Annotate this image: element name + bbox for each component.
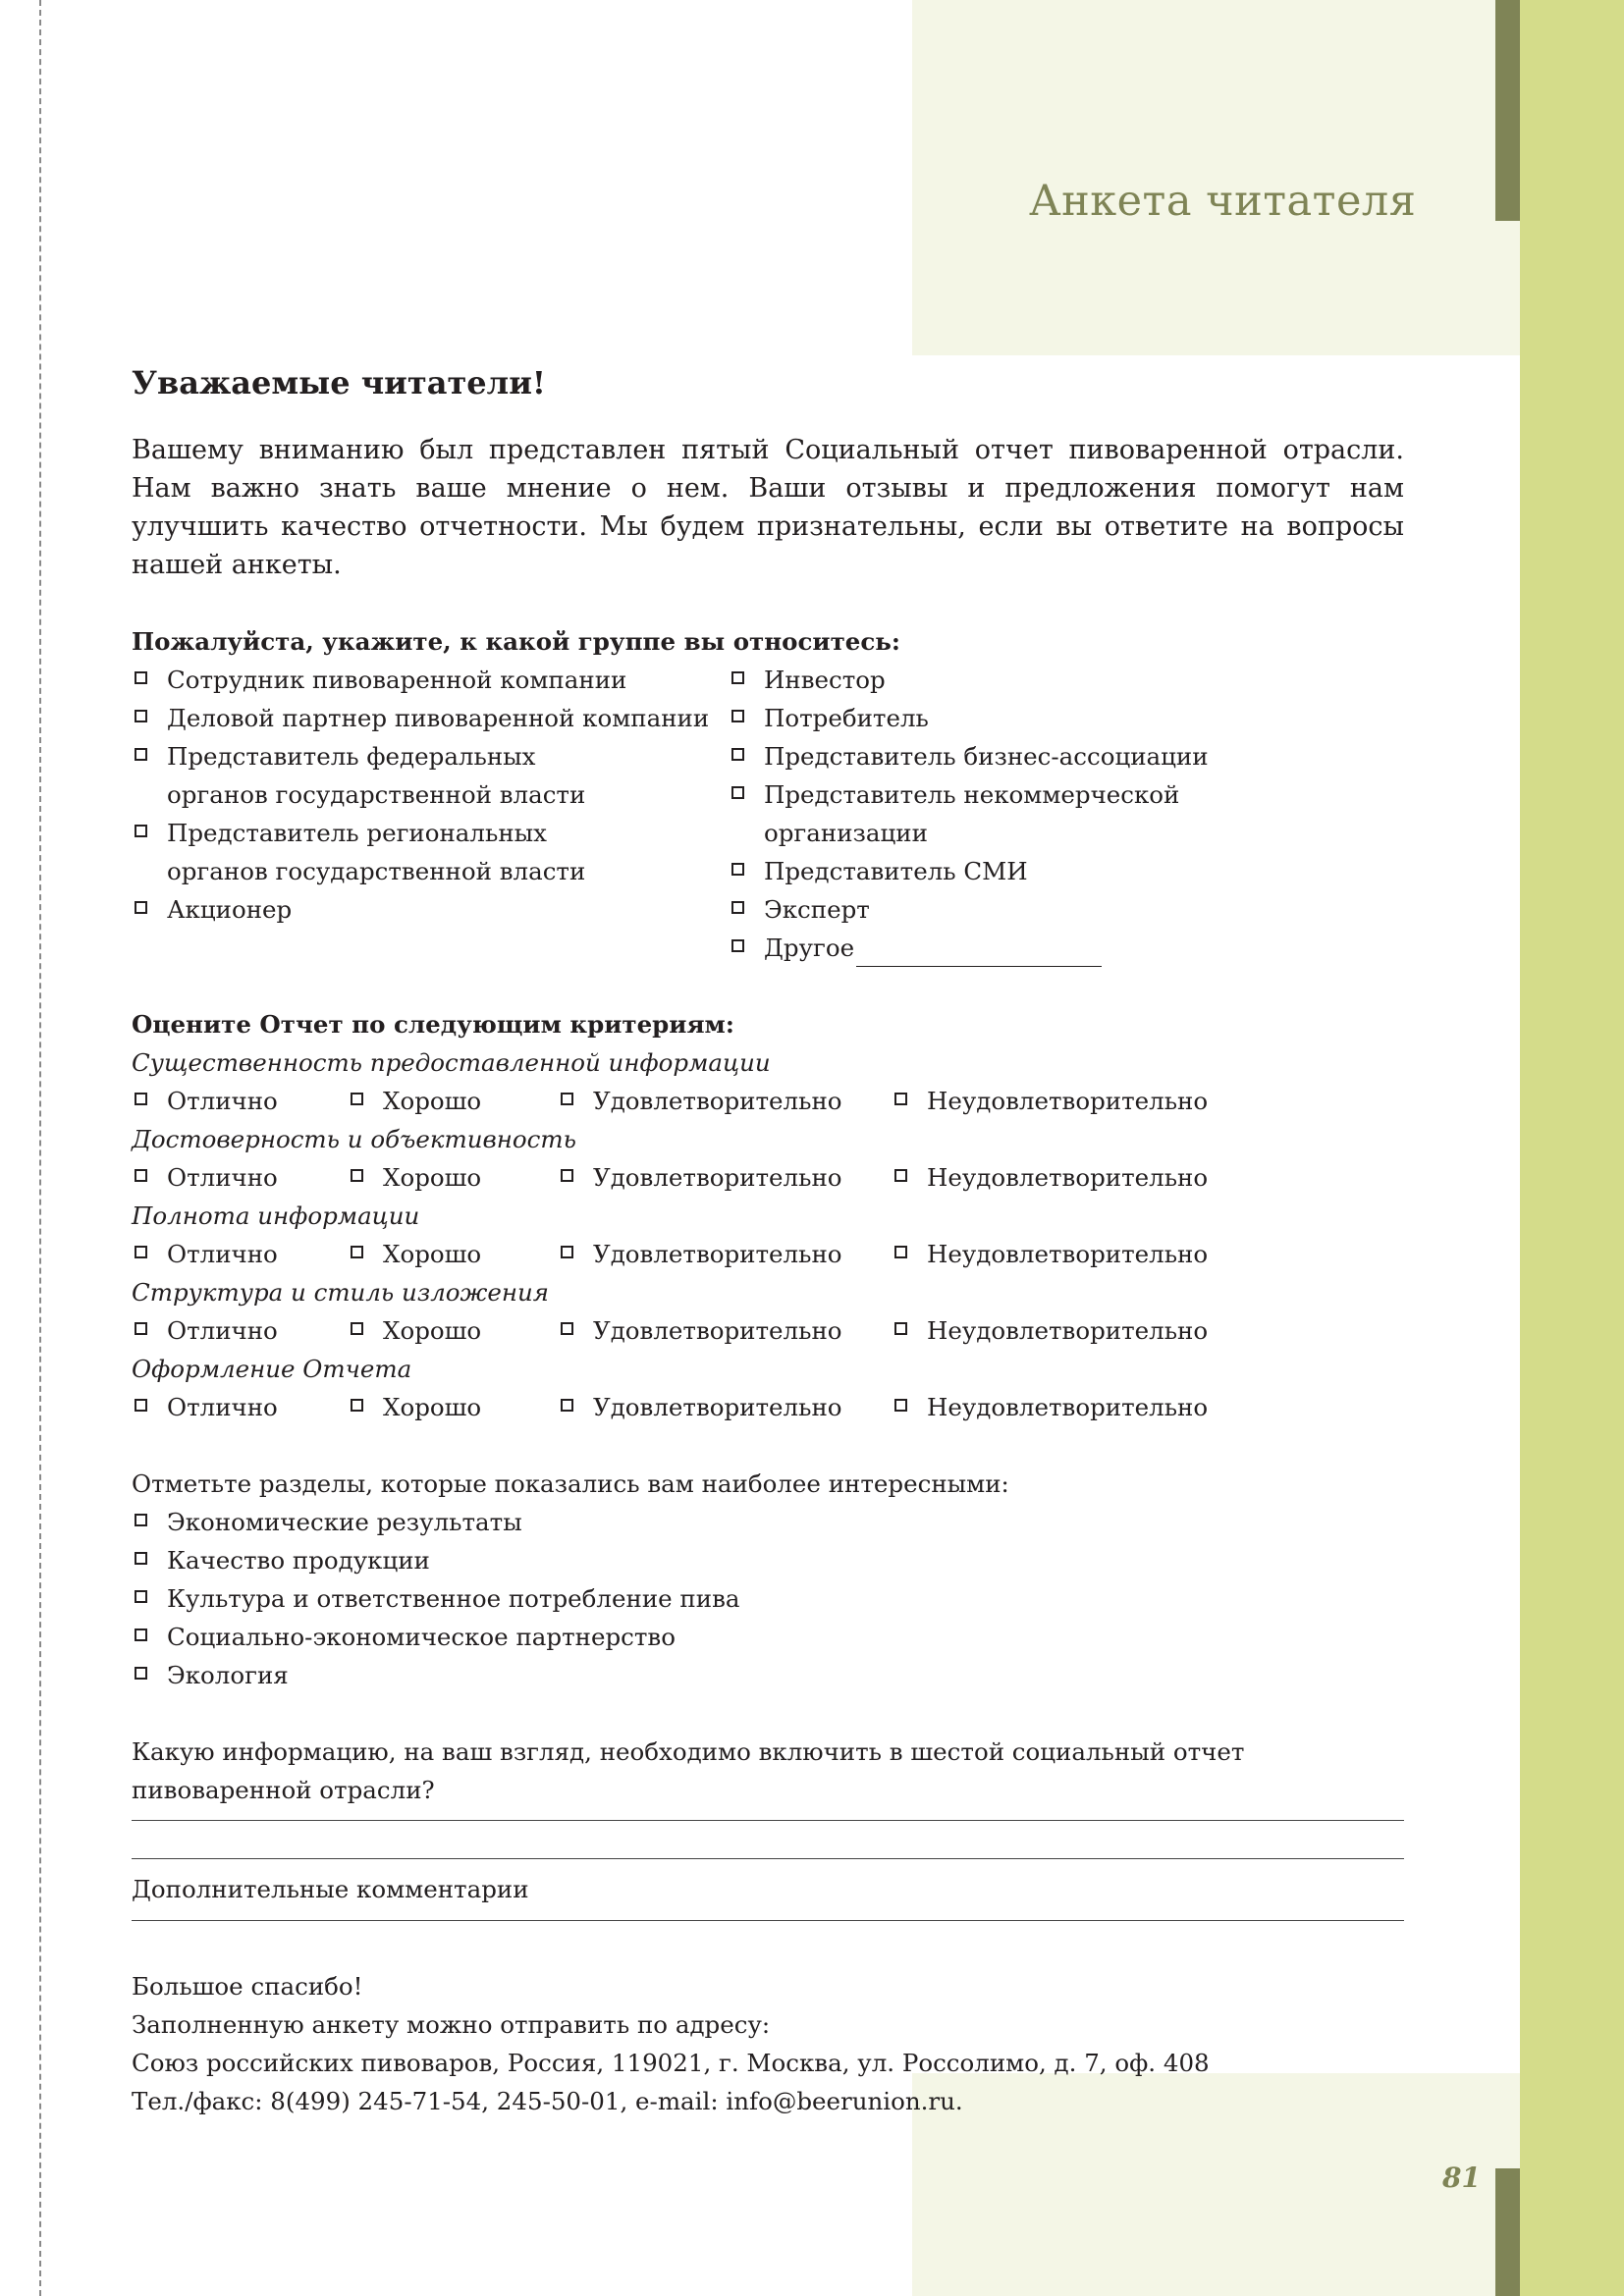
checkbox[interactable] <box>135 1590 147 1603</box>
rating-option[interactable]: Удовлетворительно <box>558 1311 892 1350</box>
group-option[interactable]: Представитель федеральных органов государственной власти <box>132 737 623 814</box>
contact-details: Тел./факс: 8(499) 245-71-54, 245-50-01, e-mail: info@beerunion.ru. <box>132 2087 963 2115</box>
rating-option[interactable]: Удовлетворительно <box>558 1388 892 1426</box>
rating-option[interactable]: Неудовлетворительно <box>892 1082 1225 1120</box>
checkbox[interactable] <box>894 1169 907 1182</box>
checkbox[interactable] <box>731 710 744 722</box>
section-option[interactable]: Культура и ответственное потребление пива <box>132 1579 1404 1618</box>
rating-option[interactable]: Отлично <box>132 1158 348 1197</box>
checkbox[interactable] <box>731 939 744 952</box>
criterion-name: Существенность предоставленной информации <box>132 1048 771 1077</box>
checkbox[interactable] <box>894 1246 907 1258</box>
page-title: Анкета читателя <box>1029 177 1417 226</box>
checkbox[interactable] <box>135 1093 147 1105</box>
checkbox[interactable] <box>135 1514 147 1526</box>
sections-options <box>132 1503 1404 1694</box>
section-option[interactable]: Экономические результаты <box>132 1503 1404 1541</box>
rating-row <box>132 1082 1404 1120</box>
checkbox[interactable] <box>561 1169 573 1182</box>
checkbox[interactable] <box>731 748 744 761</box>
checkbox[interactable] <box>561 1322 573 1335</box>
group-option[interactable]: Деловой партнер пивоваренной компании <box>132 699 729 737</box>
checkbox[interactable] <box>351 1169 363 1182</box>
checkbox[interactable] <box>135 671 147 684</box>
thanks-text: Большое спасибо! <box>132 1972 363 2001</box>
group-option[interactable]: Потребитель <box>729 699 1326 737</box>
checkbox[interactable] <box>135 1629 147 1641</box>
closing-block <box>132 1967 1404 2120</box>
criteria-list <box>132 1043 1404 1426</box>
postal-address: Союз российских пивоваров, Россия, 119021, г. Москва, ул. Россолимо, д. 7, оф. 408 <box>132 2049 1210 2077</box>
questionnaire <box>132 361 1404 2120</box>
section-option[interactable]: Экология <box>132 1656 1404 1694</box>
section-option[interactable]: Социально-экономическое партнерство <box>132 1618 1404 1656</box>
top-tab-marker <box>1495 0 1520 221</box>
intro-paragraph: Вашему вниманию был представлен пятый Социальный отчет пивоваренной отрасли. Нам важно знать ваше мнение о нем. Ваши отзывы и предложения помогут нам улучшить качество отчетности. Мы будем признательны, если вы ответите на вопросы нашей анкеты. <box>132 435 1404 580</box>
checkbox[interactable] <box>351 1399 363 1412</box>
checkbox[interactable] <box>351 1093 363 1105</box>
rating-option[interactable]: Отлично <box>132 1311 348 1350</box>
answer-line[interactable] <box>132 1820 1404 1821</box>
criterion-name: Достоверность и объективность <box>132 1125 576 1153</box>
checkbox[interactable] <box>731 786 744 799</box>
rating-option[interactable]: Неудовлетворительно <box>892 1158 1225 1197</box>
group-question-heading: Пожалуйста, укажите, к какой группе вы относитесь: <box>132 627 900 656</box>
section-option[interactable]: Качество продукции <box>132 1541 1404 1579</box>
checkbox[interactable] <box>351 1322 363 1335</box>
checkbox[interactable] <box>561 1399 573 1412</box>
group-option[interactable]: Представитель некоммерческой организации <box>729 775 1326 852</box>
rating-row <box>132 1158 1404 1197</box>
criterion-name: Полнота информации <box>132 1201 420 1230</box>
other-text-field[interactable] <box>856 938 1102 967</box>
side-band <box>1520 0 1624 2296</box>
group-option[interactable]: Эксперт <box>729 890 1326 929</box>
group-options-left <box>132 661 729 967</box>
group-option[interactable]: Представитель СМИ <box>729 852 1326 890</box>
rating-option[interactable]: Хорошо <box>348 1311 558 1350</box>
rating-option[interactable]: Удовлетворительно <box>558 1235 892 1273</box>
group-options-right <box>729 661 1326 967</box>
checkbox[interactable] <box>731 901 744 914</box>
criterion-name: Структура и стиль изложения <box>132 1278 550 1307</box>
checkbox[interactable] <box>894 1093 907 1105</box>
group-option[interactable]: Инвестор <box>729 661 1326 699</box>
criterion-name: Оформление Отчета <box>132 1355 412 1383</box>
checkbox[interactable] <box>135 901 147 914</box>
group-option-other[interactable]: Другое <box>729 929 1326 967</box>
checkbox[interactable] <box>135 1399 147 1412</box>
checkbox[interactable] <box>135 825 147 837</box>
checkbox[interactable] <box>561 1246 573 1258</box>
group-option[interactable]: Представитель региональных органов государственной власти <box>132 814 623 890</box>
checkbox[interactable] <box>351 1246 363 1258</box>
rating-row <box>132 1311 1404 1350</box>
checkbox[interactable] <box>135 1552 147 1565</box>
answer-line[interactable] <box>132 1858 1404 1859</box>
rating-option[interactable]: Неудовлетворительно <box>892 1388 1225 1426</box>
rating-option[interactable]: Отлично <box>132 1082 348 1120</box>
comments-label: Дополнительные комментарии <box>132 1875 529 1903</box>
open-question: Какую информацию, на ваш взгляд, необходимо включить в шестой социальный отчет пивоваренной отрасли? <box>132 1737 1245 1804</box>
checkbox[interactable] <box>135 1322 147 1335</box>
group-option[interactable]: Сотрудник пивоваренной компании <box>132 661 729 699</box>
page-number: 81 <box>1442 2162 1481 2194</box>
checkbox[interactable] <box>135 710 147 722</box>
cut-line <box>39 0 41 2296</box>
rating-option[interactable]: Отлично <box>132 1388 348 1426</box>
rating-row <box>132 1235 1404 1273</box>
checkbox[interactable] <box>135 1667 147 1680</box>
checkbox[interactable] <box>894 1322 907 1335</box>
group-option[interactable]: Акционер <box>132 890 729 929</box>
rating-option[interactable]: Отлично <box>132 1235 348 1273</box>
send-to-text: Заполненную анкету можно отправить по адресу: <box>132 2010 771 2039</box>
rating-option[interactable]: Хорошо <box>348 1082 558 1120</box>
checkbox[interactable] <box>731 671 744 684</box>
bottom-tab-marker <box>1495 2168 1520 2296</box>
rating-option[interactable]: Хорошо <box>348 1158 558 1197</box>
rating-option[interactable]: Удовлетворительно <box>558 1082 892 1120</box>
rating-question-heading: Оцените Отчет по следующим критериям: <box>132 1010 734 1039</box>
checkbox[interactable] <box>731 863 744 876</box>
rating-option[interactable]: Неудовлетворительно <box>892 1235 1225 1273</box>
checkbox[interactable] <box>135 748 147 761</box>
group-options <box>132 661 1404 967</box>
checkbox[interactable] <box>561 1093 573 1105</box>
rating-row <box>132 1388 1404 1426</box>
checkbox[interactable] <box>135 1169 147 1182</box>
group-option[interactable]: Представитель бизнес-ассоциации <box>729 737 1326 775</box>
rating-option[interactable]: Хорошо <box>348 1235 558 1273</box>
sections-question-heading: Отметьте разделы, которые показались вам наиболее интересными: <box>132 1469 1009 1498</box>
checkbox[interactable] <box>135 1246 147 1258</box>
rating-option[interactable]: Хорошо <box>348 1388 558 1426</box>
rating-option[interactable]: Неудовлетворительно <box>892 1311 1225 1350</box>
checkbox[interactable] <box>894 1399 907 1412</box>
greeting: Уважаемые читатели! <box>132 364 546 401</box>
rating-option[interactable]: Удовлетворительно <box>558 1158 892 1197</box>
